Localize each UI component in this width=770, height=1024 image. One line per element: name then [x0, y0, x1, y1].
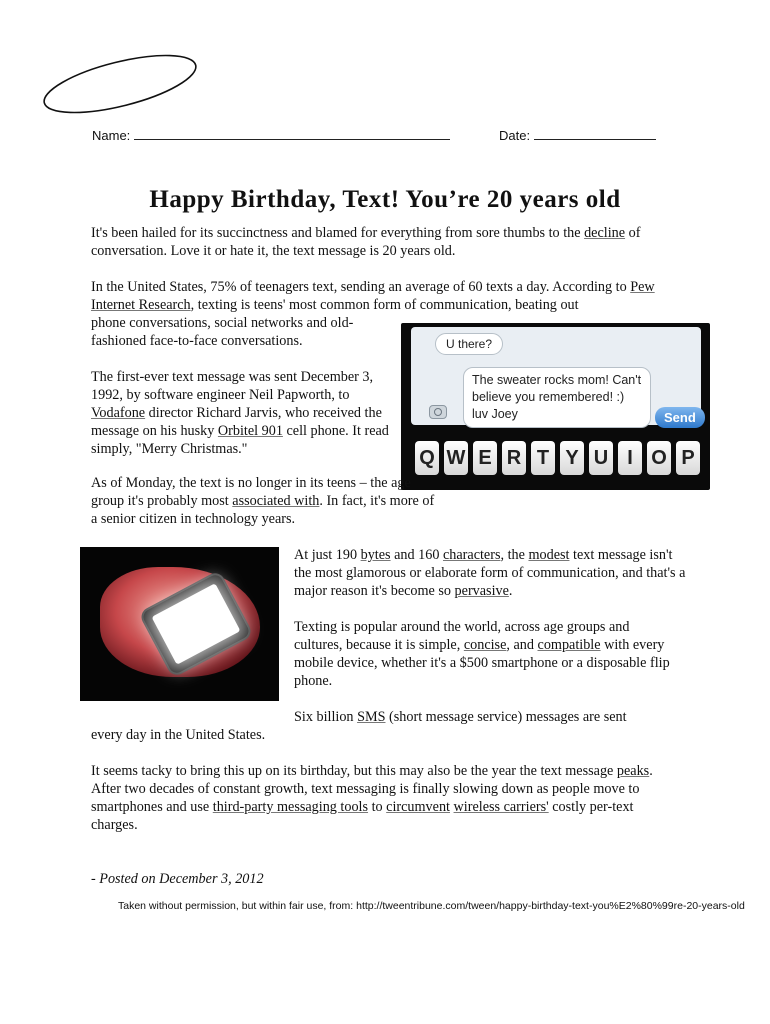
key-r: R	[502, 441, 526, 475]
vocab-link-circumvent: circumvent	[386, 799, 450, 815]
send-button-image: Send	[655, 407, 705, 428]
key-q: Q	[415, 441, 439, 475]
date-field[interactable]	[499, 128, 656, 143]
keyboard-row	[415, 441, 700, 475]
vocab-link-associated: associated with	[232, 493, 320, 509]
key-p: P	[676, 441, 700, 475]
vocab-link-compatible: compatible	[537, 637, 601, 653]
paragraph-3: The first-ever text message was sent December 3, 1992, by software engineer Neil Papworth, to Vodafone director Richard Jarvis, who received the message on his husky Orbitel 901 cell phone. It read simply, "Merry Christmas."	[91, 369, 389, 457]
vocab-link-peaks: peaks	[616, 763, 650, 779]
name-blank[interactable]	[134, 129, 450, 140]
vocab-link-third-party: third-party messaging tools	[212, 799, 369, 815]
key-u: U	[589, 441, 613, 475]
hand-holding-phone-photo	[80, 547, 279, 701]
vocab-link-decline: decline	[584, 225, 626, 241]
name-field[interactable]	[92, 128, 450, 143]
key-y: Y	[560, 441, 584, 475]
vocab-link-concise: concise	[463, 637, 507, 653]
vocab-link-bytes: bytes	[360, 547, 391, 563]
vocab-link-characters: characters	[442, 547, 501, 563]
p2-text-b: , texting is teens' most common form of communication, beating out	[190, 297, 579, 313]
date-blank[interactable]	[534, 129, 656, 140]
key-e: E	[473, 441, 497, 475]
p2-text-a: In the United States, 75% of teenagers text, sending an average of 60 texts a day. According to	[91, 279, 631, 295]
date-label: Date:	[499, 128, 531, 143]
incoming-message-bubble: U there?	[435, 333, 503, 355]
p2-text-c: phone conversations, social networks and old-fashioned face-to-face conversations.	[91, 315, 354, 349]
camera-icon	[429, 405, 447, 419]
source-credit: Taken without permission, but within fair use, from: http://tweentribune.com/tween/happy-birthday-text-you%E2%80%99re-20-years-old	[118, 900, 745, 912]
name-label: Name:	[92, 128, 131, 143]
paragraph-6: Texting is popular around the world, across age groups and cultures, because it is simple, concise, and compatible with every mobile device, whether it's a $500 smartphone or a disposable flip phone.	[294, 619, 670, 689]
key-w: W	[444, 441, 468, 475]
key-t: T	[531, 441, 555, 475]
vocab-link-pervasive: pervasive	[454, 583, 509, 599]
vocab-link-modest: modest	[528, 547, 570, 563]
paragraph-7-start: Six billion SMS (short message service) messages are sent	[294, 709, 627, 725]
vocab-link-pew: Pew Internet Research	[91, 279, 655, 313]
key-i: I	[618, 441, 642, 475]
vocab-link-vodafone: Vodafone	[91, 405, 146, 421]
paragraph-7-end: every day in the United States.	[91, 727, 266, 743]
vocab-link-sms: SMS	[357, 709, 386, 725]
paragraph-4: As of Monday, the text is no longer in its teens – the age group it's probably most associated with. In fact, it's more of a senior citizen in technology years.	[91, 475, 435, 527]
posted-date: - Posted on December 3, 2012	[91, 871, 264, 887]
vocab-link-orbitel: Orbitel 901	[217, 423, 283, 439]
outgoing-message-bubble: The sweater rocks mom! Can't believe you remembered! :) luv Joey	[463, 367, 651, 428]
paragraph-1: It's been hailed for its succinctness and blamed for everything from sore thumbs to the decline of conversation. Love it or hate it, the text message is 20 years old.	[91, 225, 641, 259]
paragraph-5: At just 190 bytes and 160 characters, the modest text message isn't the most glamorous or elaborate form of communication, and that's a major reason it's become so pervasive.	[294, 547, 686, 599]
page-title: Happy Birthday, Text! You’re 20 years old	[149, 186, 621, 213]
texting-screenshot-photo	[401, 323, 710, 490]
vocab-link-carriers: wireless carriers'	[453, 799, 549, 815]
paragraph-8: It seems tacky to bring this up on its birthday, but this may also be the year the text message peaks. After two decades of constant growth, text messaging is finally slowing down as people move to smartphones and use third-party messaging tools to circumvent wireless carriers' costly per-text charges.	[91, 763, 653, 833]
key-o: O	[647, 441, 671, 475]
hand-drawn-oval	[40, 50, 210, 120]
phone-screen	[411, 327, 701, 425]
